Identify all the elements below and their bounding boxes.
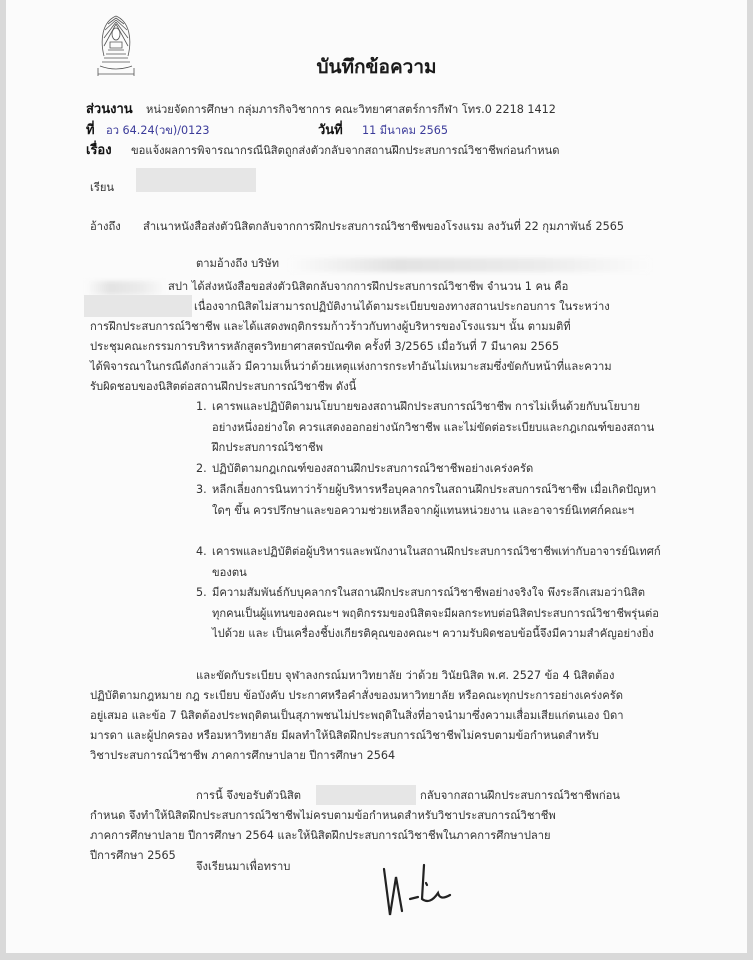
para2-line1: และขัดกับระเบียบ จุฬาลงกรณ์มหาวิทยาลัย ว่าด้วย วินัยนิสิต พ.ศ. 2527 ข้อ 4 นิสิตต้อง: [196, 669, 615, 682]
list-item: [196, 397, 666, 459]
item-text: เคารพและปฏิบัติตามนโยบายของสถานฝึกประสบการณ์วิชาชีพ การไม่เห็นด้วยกับนโยบายอย่างหนึ่งอย่างใด ควรแสดงออกอย่างนักวิชาชีพ และไม่ขัดต่อระเบียบและกฎเกณฑ์ของสถานฝึกประสบการณ์วิชาชีพ: [212, 400, 655, 454]
list-item: [196, 459, 666, 480]
ref-label: ที่: [86, 123, 95, 138]
subject-label: เรื่อง: [86, 143, 112, 158]
item-number: 3.: [196, 483, 207, 496]
item-text: หลีกเลี่ยงการนินทาว่าร้ายผู้บริหารหรือบุคลากรในสถานฝึกประสบการณ์วิชาชีพ เมื่อเกิดปัญหา ใดๆ ขึ้น ควรปรึกษาและขอความช่วยเหลือจากผู้แทนหน่วยงาน และอาจารย์นิเทศก์คณะฯ: [212, 483, 657, 517]
reference-value: สำเนาหนังสือส่งตัวนิสิตกลับจากการฝึกประสบการณ์วิชาชีพของโรงแรม ลงวันที่ 22 กุมภาพันธ์ 2565: [143, 220, 624, 233]
list-item: [196, 480, 666, 542]
para1-line5: ประชุมคณะกรรมการบริหารหลักสูตรวิทยาศาสตรบัณฑิต ครั้งที่ 3/2565 เมื่อวันที่ 7 มีนาคม 2565: [90, 340, 560, 353]
para2-line3: อยู่เสมอ และข้อ 7 นิสิตต้องประพฤติตนเป็นสุภาพชนไม่ประพฤติในสิ่งที่อาจนำมาซึ่งความเสื่อมเสียแก่ตนเอง บิดา: [90, 709, 624, 722]
para1-line3: เนื่องจากนิสิตไม่สามารถปฏิบัติงานได้ตามระเบียบของทางสถานประกอบการ ในระหว่าง: [194, 300, 610, 313]
list-item: [196, 583, 666, 665]
reference-label: อ้างถึง: [90, 220, 121, 233]
redacted-recipient: [136, 168, 256, 192]
para1-line6: ได้พิจารณาในกรณีดังกล่าวแล้ว มีความเห็นว่าด้วยเหตุแห่งการกระทำอันไม่เหมาะสมซึ่งขัดกับหน้าที่และความ: [90, 360, 612, 373]
para3-line1b: กลับจากสถานฝึกประสบการณ์วิชาชีพก่อน: [420, 789, 620, 802]
list-item: [196, 542, 666, 583]
redacted-student-name: [84, 295, 192, 317]
memo-title: บันทึกข้อความ: [316, 56, 437, 78]
item-text: เคารพและปฏิบัติต่อผู้บริหารและพนักงานในสถานฝึกประสบการณ์วิชาชีพเท่ากับอาจารย์นิเทศก์ของตน: [212, 545, 661, 579]
department-value: หน่วยจัดการศึกษา กลุ่มภารกิจวิชาการ คณะวิทยาศาสตร์การกีฬา โทร.0 2218 1412: [146, 103, 556, 116]
subject-value: ขอแจ้งผลการพิจารณากรณีนิสิตถูกส่งตัวกลับจากสถานฝึกประสบการณ์วิชาชีพก่อนกำหนด: [131, 144, 560, 157]
para3-line4: ปีการศึกษา 2565: [90, 849, 176, 862]
item-text: มีความสัมพันธ์กับบุคลากรในสถานฝึกประสบการณ์วิชาชีพอย่างจริงใจ พึงระลึกเสมอว่านิสิต ทุกคนเป็นผู้แทนของคณะฯ พฤติกรรมของนิสิตจะมีผลกระทบต่อนิสิตประสบการณ์วิชาชีพรุ่นต่อไปด้วย และ เป็นเครื่องชี้บ่งเกียรติคุณของคณะฯ ความรับผิดชอบข้อนี้จึงมีความสำคัญอย่างยิ่ง: [212, 586, 659, 640]
redacted-company-2: [86, 281, 166, 295]
para3-line1a: การนี้ จึงขอรับตัวนิสิต: [196, 789, 302, 802]
signature-icon: [380, 855, 510, 935]
ref-number: อว 64.24(วข)/0123: [106, 124, 210, 137]
para2-line2: ปฏิบัติตามกฎหมาย กฎ ระเบียบ ข้อบังคับ ประกาศหรือคำสั่งของมหาวิทยาลัย หรือคณะทุกประการอย่างเคร่งครัด: [90, 689, 624, 702]
to-label: เรียน: [90, 181, 115, 194]
department-label: ส่วนงาน: [86, 102, 133, 117]
para2-line4: มารดา และผู้ปกครอง หรือมหาวิทยาลัย มีผลทำให้นิสิตฝึกประสบการณ์วิชาชีพไม่ครบตามข้อกำหนดสำหรับ: [90, 729, 599, 742]
item-number: 2.: [196, 462, 207, 475]
item-number: 4.: [196, 545, 207, 558]
redacted-company: [290, 258, 650, 272]
para3-line3: ภาคการศึกษาปลาย ปีการศึกษา 2564 และให้นิสิตฝึกประสบการณ์วิชาชีพในภาคการศึกษาปลาย: [90, 829, 551, 842]
item-text: ปฏิบัติตามกฎเกณฑ์ของสถานฝึกประสบการณ์วิชาชีพอย่างเคร่งครัด: [212, 462, 534, 475]
para1-line2: สปา ได้ส่งหนังสือขอส่งตัวนิสิตกลับจากการฝึกประสบการณ์วิชาชีพ จำนวน 1 คน คือ: [168, 280, 569, 293]
item-number: 1.: [196, 400, 207, 413]
para1-line1: ตามอ้างถึง บริษัท: [196, 257, 280, 270]
para1-line4: การฝึกประสบการณ์วิชาชีพ และได้แสดงพฤติกรรมก้าวร้าวกับทางผู้บริหารของโรงแรมฯ นั้น ตามมติที่: [90, 320, 571, 333]
para1-line7: รับผิดชอบของนิสิตต่อสถานฝึกประสบการณ์วิชาชีพ ดังนี้: [90, 380, 357, 393]
para3-line2: กำหนด จึงทำให้นิสิตฝึกประสบการณ์วิชาชีพไม่ครบตามข้อกำหนดสำหรับวิชาประสบการณ์วิชาชีพ: [90, 809, 556, 822]
redacted-student-name-2: [316, 785, 416, 805]
closing-text: จึงเรียนมาเพื่อทราบ: [196, 860, 291, 873]
date-value: 11 มีนาคม 2565: [362, 124, 448, 137]
date-label: วันที่: [318, 123, 343, 138]
item-number: 5.: [196, 586, 207, 599]
para2-line5: วิชาประสบการณ์วิชาชีพ ภาคการศึกษาปลาย ปีการศึกษา 2564: [90, 749, 396, 762]
